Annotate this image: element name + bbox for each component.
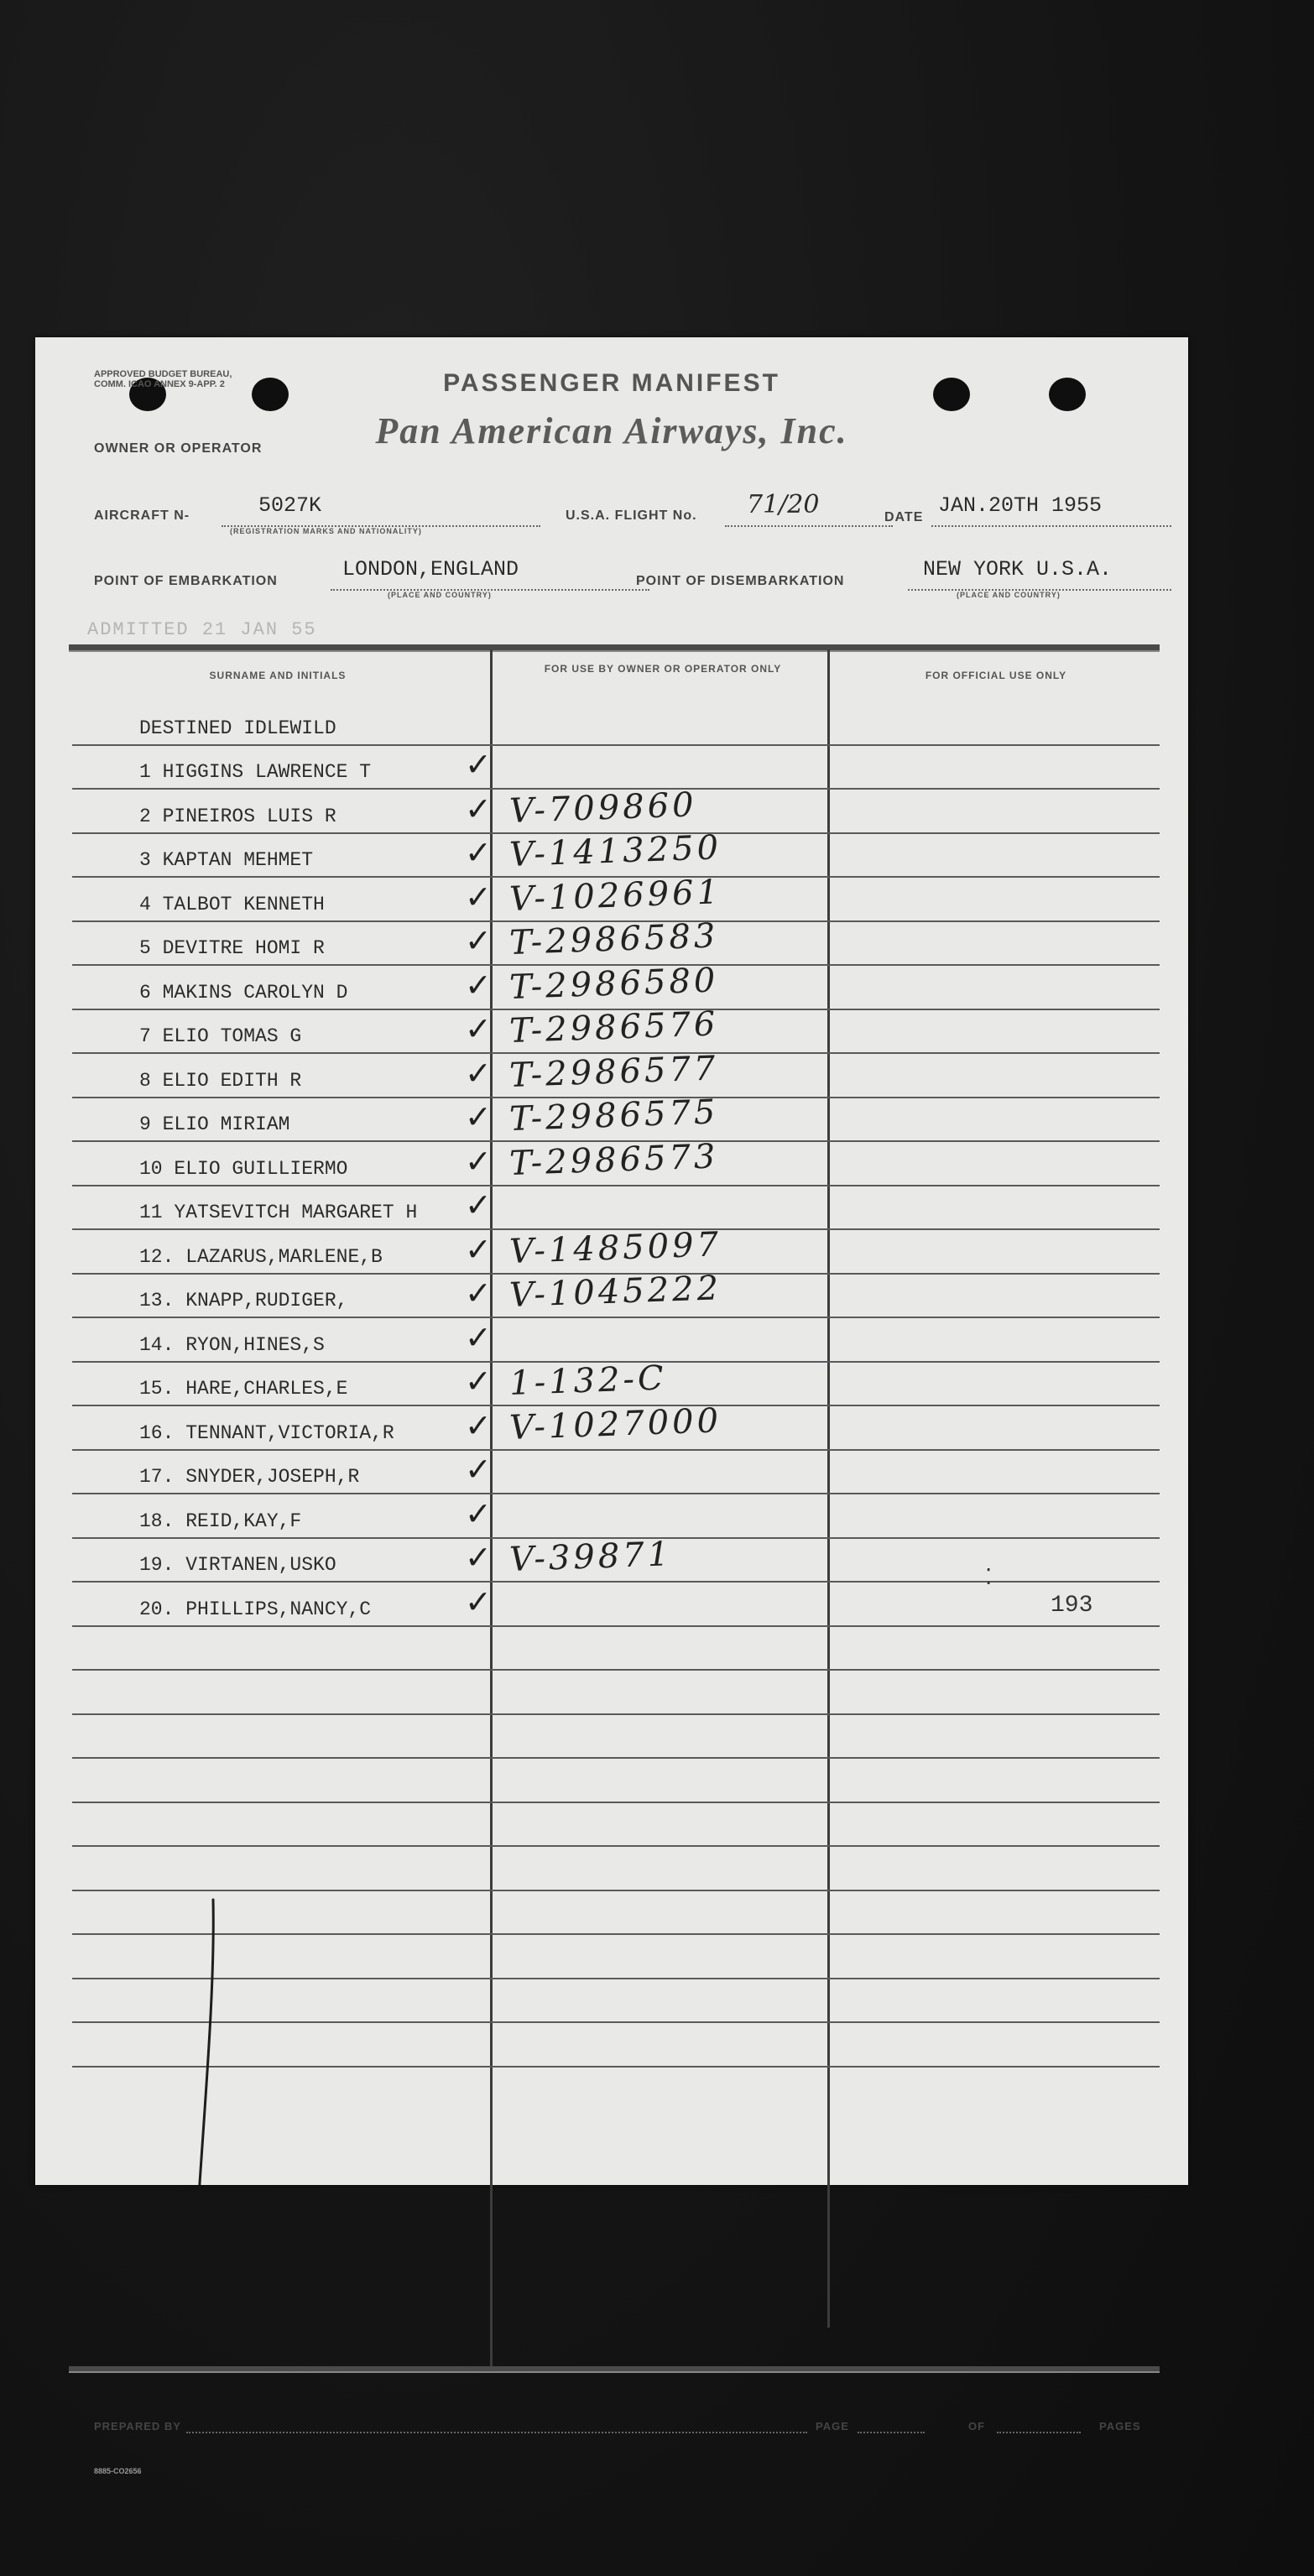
check-mark: ✓ [465,1186,492,1223]
col-head-owner: FOR USE BY OWNER OR OPERATOR ONLY [544,663,782,675]
flight-label: U.S.A. FLIGHT No. [566,508,697,523]
passenger-name: 17. SNYDER,JOSEPH,R [139,1466,360,1488]
col-head-name: SURNAME AND INITIALS [209,670,347,681]
handwritten-note: T-2986577 [508,1048,720,1095]
handwritten-note: T-2986583 [508,916,720,962]
check-mark: ✓ [465,1054,492,1092]
owner-label: OWNER OR OPERATOR [94,441,263,456]
handwritten-note: V-1485097 [508,1224,722,1271]
check-mark: ✓ [465,1494,492,1532]
check-mark: ✓ [465,1230,492,1268]
handwritten-note: 1-132-C [508,1358,668,1403]
passenger-name: 10 ELIO GUILLIERMO [139,1157,348,1180]
aircraft-label: AIRCRAFT N- [94,508,190,523]
passenger-name: 2 PINEIROS LUIS R [139,805,336,827]
passenger-name: 4 TALBOT KENNETH [139,893,325,915]
passenger-name: 12. LAZARUS,MARLENE,B [139,1245,383,1268]
embark-sublabel: (PLACE AND COUNTRY) [388,591,492,599]
passenger-name: 5 DEVITRE HOMI R [139,937,325,959]
aircraft-value: 5027K [258,493,322,518]
check-mark: ✓ [465,1098,492,1135]
aircraft-sublabel: (REGISTRATION MARKS AND NATIONALITY) [230,527,422,535]
check-mark: ✓ [465,1010,492,1047]
check-mark: ✓ [465,922,492,959]
handwritten-note: V-1413250 [508,828,722,874]
check-mark: ✓ [465,966,492,1004]
passenger-name: 14. RYON,HINES,S [139,1333,325,1356]
handwritten-note: V-1045222 [508,1269,722,1315]
embark-value: LONDON,ENGLAND [342,557,519,581]
flight-value: 71/20 [747,490,820,519]
check-mark: ✓ [465,1363,492,1400]
of-line [997,2432,1081,2433]
handwritten-note: V-1026961 [508,872,722,919]
handwritten-note: V-709860 [508,785,698,831]
check-mark: ✓ [465,1583,492,1620]
manifest-sheet [35,337,1188,2475]
handwritten-note: V-39871 [508,1535,673,1579]
check-mark: ✓ [465,746,492,783]
disembark-value: NEW YORK U.S.A. [923,557,1113,581]
passenger-name: DESTINED IDLEWILD [139,717,336,739]
company-name: Pan American Airways, Inc. [375,410,848,451]
check-mark: ✓ [465,1539,492,1576]
check-mark: ✓ [465,790,492,827]
prepared-by-label: PREPARED BY [94,2420,181,2433]
form-number: 8885-CO2656 [94,2467,142,2475]
check-mark: ✓ [465,878,492,915]
official-dots: ⁚ [985,1564,993,1589]
check-mark: ✓ [465,834,492,871]
passenger-name: 19. VIRTANEN,USKO [139,1554,336,1576]
date-value: JAN.20TH 1955 [938,493,1103,518]
check-mark: ✓ [465,1142,492,1180]
official-count: 193 [1051,1593,1093,1619]
page-line [858,2432,925,2433]
prepared-by-line [186,2432,807,2433]
page-label: PAGE [816,2420,849,2433]
disembark-sublabel: (PLACE AND COUNTRY) [957,591,1061,599]
passenger-name: 20. PHILLIPS,NANCY,C [139,1598,372,1620]
check-mark: ✓ [465,1406,492,1444]
approval-note: APPROVED BUDGET BUREAU, COMM. ICAO ANNEX 9-APP. 2 [94,369,232,389]
signature-stroke [35,337,1188,2185]
handwritten-note: V-1027000 [508,1400,722,1447]
passenger-name: 9 ELIO MIRIAM [139,1113,290,1135]
passenger-name: 7 ELIO TOMAS G [139,1025,302,1047]
passenger-name: 16. TENNANT,VICTORIA,R [139,1421,394,1444]
check-mark: ✓ [465,1318,492,1356]
passenger-name: 18. REID,KAY,F [139,1510,302,1532]
of-label: OF [968,2420,986,2433]
pages-label: PAGES [1099,2420,1141,2433]
handwritten-note: T-2986580 [508,960,720,1007]
passenger-name: 13. KNAPP,RUDIGER, [139,1290,348,1311]
date-label: DATE [884,510,924,524]
passenger-name: 8 ELIO EDITH R [139,1069,302,1092]
passenger-name: 6 MAKINS CAROLYN D [139,981,348,1004]
handwritten-note: T-2986573 [508,1136,720,1183]
passenger-name: 15. HARE,CHARLES,E [139,1378,348,1400]
passenger-name: 1 HIGGINS LAWRENCE T [139,761,372,783]
form-title: PASSENGER MANIFEST [443,369,780,397]
embark-label: POINT OF EMBARKATION [94,574,278,588]
disembark-label: POINT OF DISEMBARKATION [636,574,845,588]
col-head-official: FOR OFFICIAL USE ONLY [925,670,1067,681]
handwritten-note: T-2986575 [508,1092,720,1139]
handwritten-note: T-2986576 [508,1004,720,1051]
faded-stamp: ADMITTED 21 JAN 55 [87,619,317,640]
footer-rule [69,2366,1160,2373]
passenger-name: 11 YATSEVITCH MARGARET H [139,1202,418,1223]
check-mark: ✓ [465,1451,492,1488]
passenger-name: 3 KAPTAN MEHMET [139,849,314,871]
check-mark: ✓ [465,1275,492,1311]
